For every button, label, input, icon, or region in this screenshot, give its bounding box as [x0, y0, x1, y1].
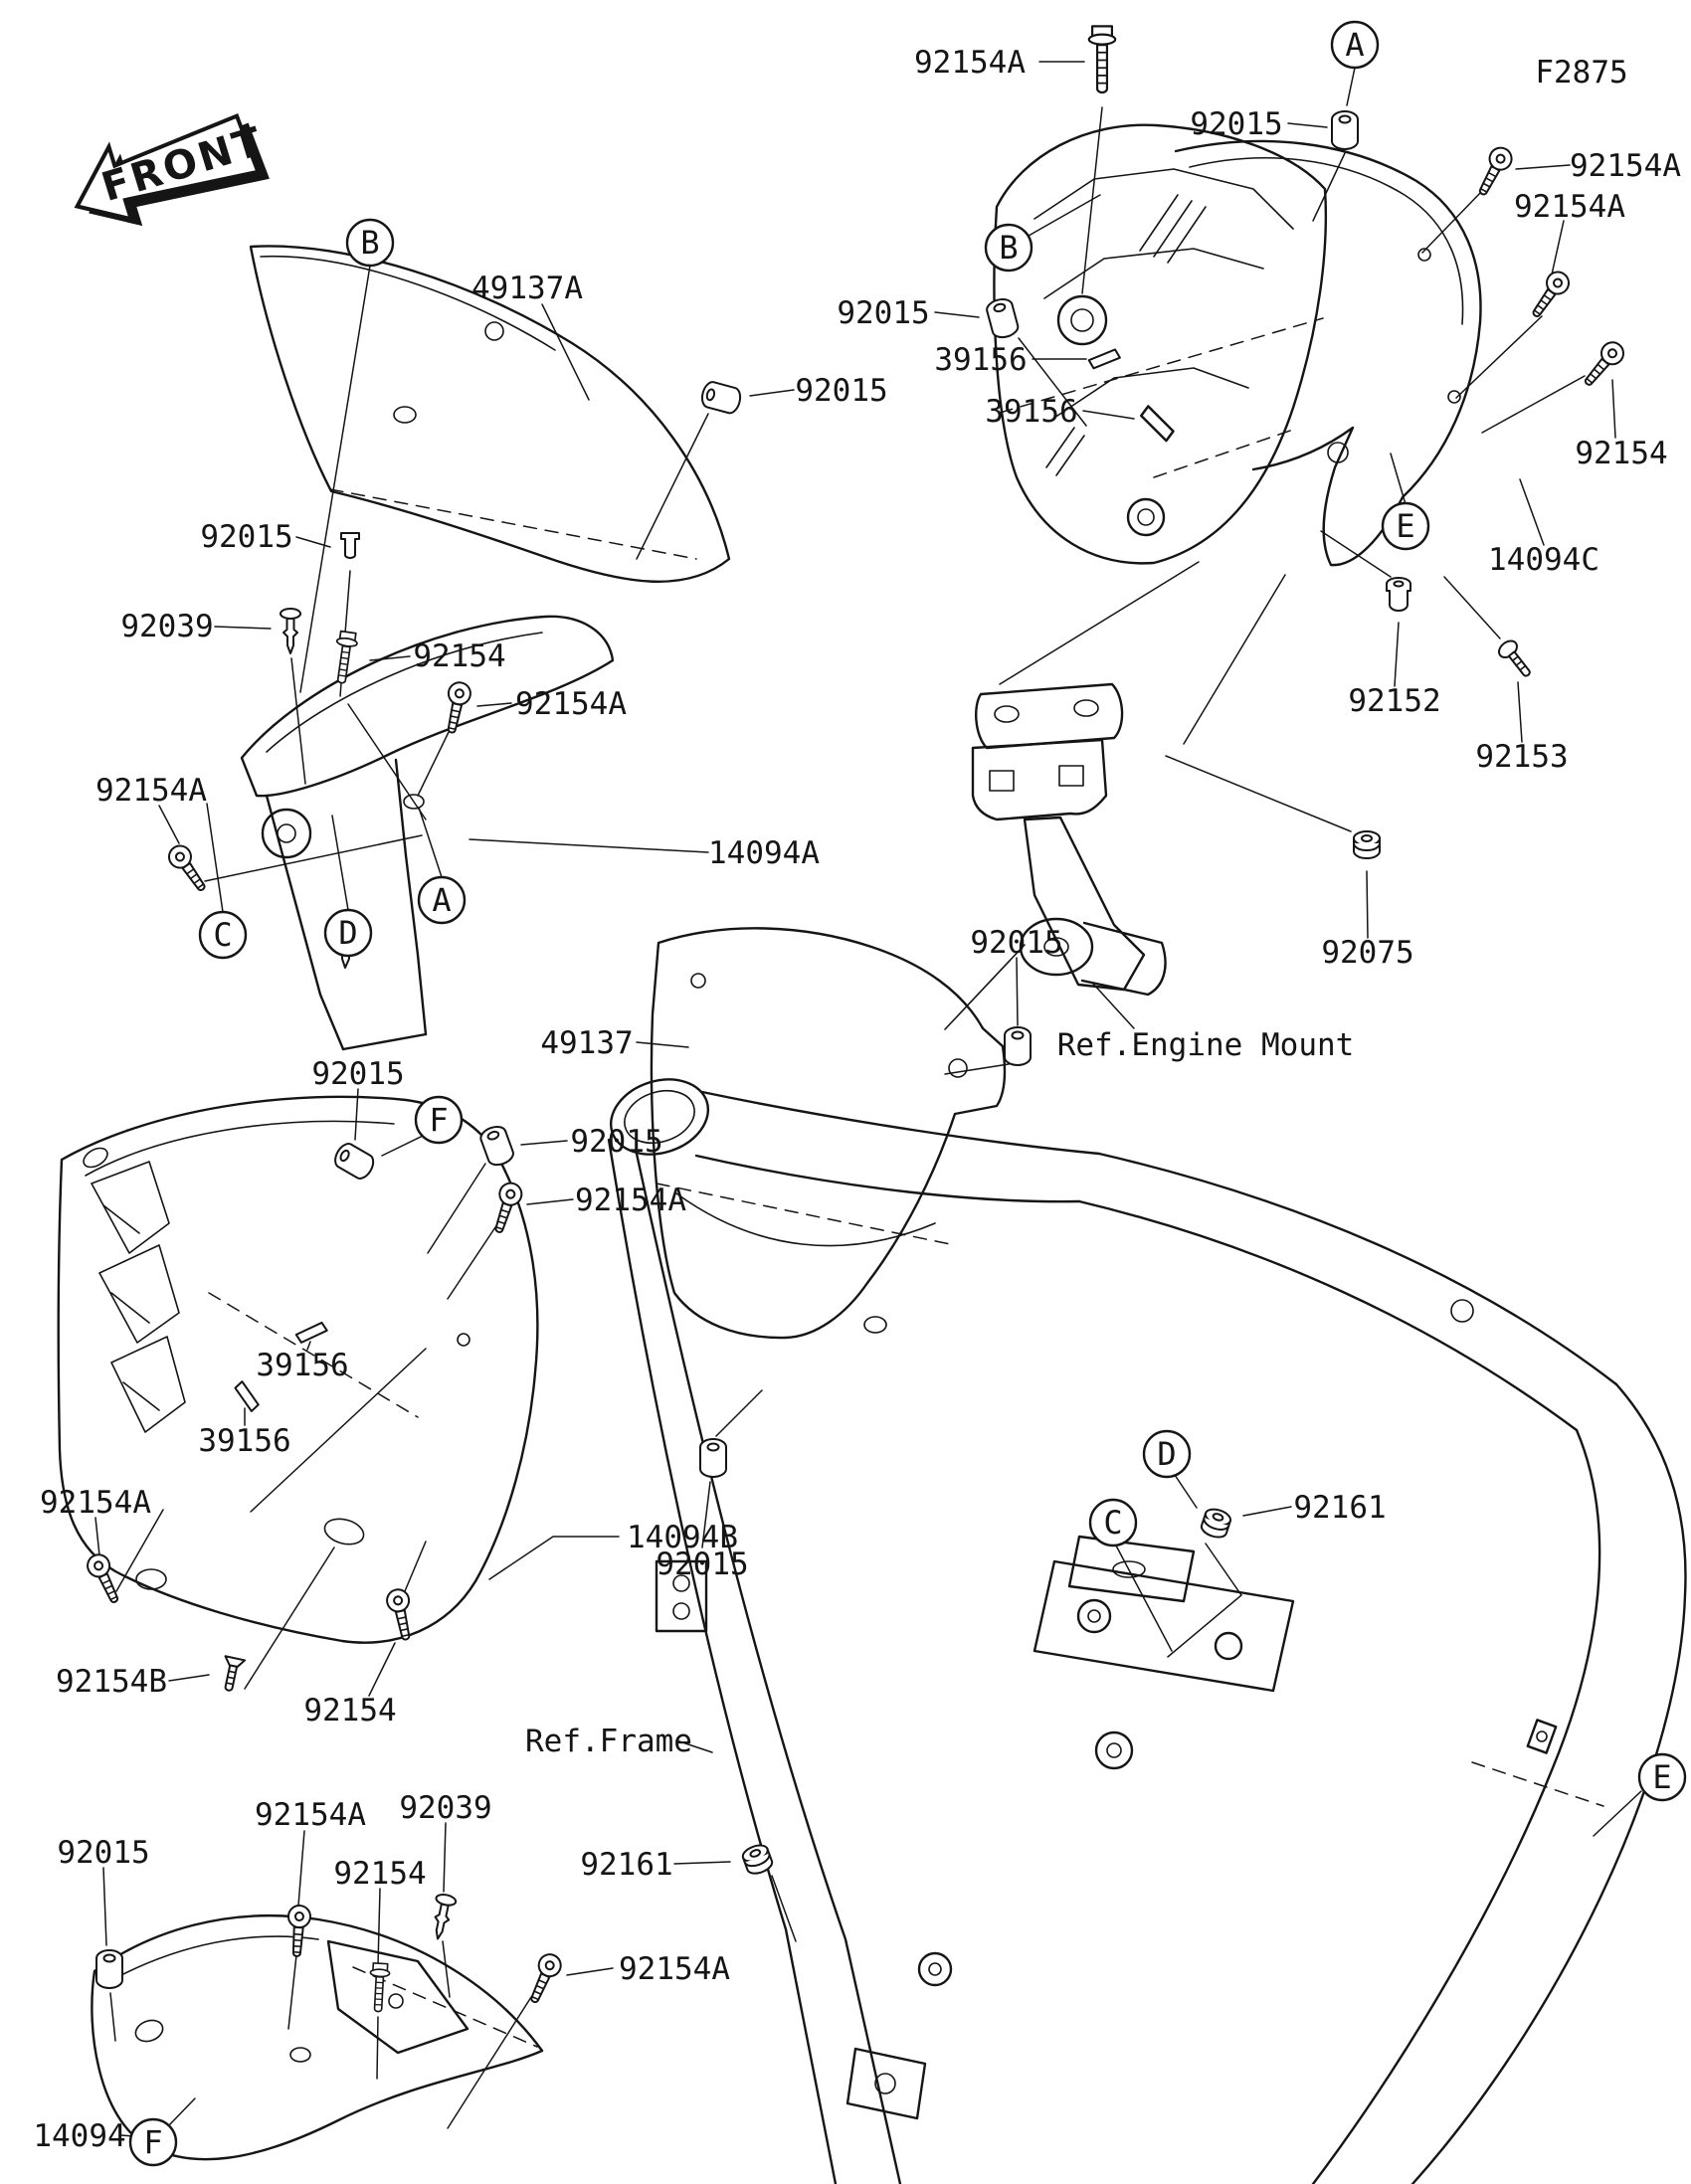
reference-circles: [130, 22, 1685, 2165]
leader-line: [1516, 165, 1570, 169]
leader-line: [1166, 756, 1351, 831]
part-number-callout: 92015: [570, 1124, 663, 1160]
damper-icon: [1354, 831, 1380, 858]
leader-line: [1184, 575, 1285, 744]
leader-line: [448, 1997, 531, 2128]
part-number-callout: 92152: [1348, 683, 1441, 719]
part-number-callout: 14094A: [708, 835, 820, 871]
ref-circle-letter: E: [1652, 1758, 1672, 1796]
leader-line: [637, 1042, 688, 1047]
dashed-line: [1472, 1762, 1603, 1806]
grommet-icon: [1332, 111, 1358, 149]
leader-line: [298, 1831, 304, 1906]
screw-icon: [1526, 268, 1573, 321]
part-number-callout: 39156: [934, 342, 1028, 378]
leader-line: [167, 2098, 195, 2127]
part-number-callout: 92015: [656, 1547, 749, 1582]
rivet-icon: [428, 1893, 457, 1940]
ref-circle-C: [200, 912, 246, 958]
part-number-callout: 92161: [1293, 1490, 1387, 1526]
bolt-icon: [1089, 26, 1115, 92]
ref-circle-F: [416, 1097, 462, 1143]
part-number-callout: 92075: [1321, 935, 1414, 971]
part-number-callout: 92039: [120, 609, 214, 644]
part-number-callout: 92039: [399, 1790, 492, 1826]
ref-circle-letter: C: [213, 916, 233, 954]
ref-circle-letter: A: [432, 881, 452, 919]
screw-icon: [441, 680, 472, 734]
part-number-callout: 92015: [57, 1835, 150, 1871]
leader-line: [1612, 380, 1615, 438]
part-number-callout: 92015: [311, 1056, 405, 1092]
leader-line: [567, 1968, 613, 1975]
leader-line: [1482, 376, 1585, 433]
part-number-callout: 92154A: [515, 686, 627, 722]
ref-circle-B: [986, 225, 1032, 271]
ref-circle-letter: D: [1157, 1435, 1177, 1473]
leader-line: [377, 2017, 378, 2079]
ref-circle-D: [1144, 1431, 1190, 1477]
leader-line: [245, 1547, 334, 1689]
leader-line: [1391, 454, 1406, 504]
cowl-outer-14094C: [1176, 141, 1480, 565]
part-number-callout: 49137: [540, 1025, 634, 1061]
leader-line: [348, 704, 426, 819]
leader-line: [405, 1542, 426, 1591]
ref-circle-B: [347, 220, 393, 266]
damper-icon: [1200, 1507, 1232, 1541]
cowl-inner-panel: [994, 125, 1325, 564]
leader-line: [443, 1941, 450, 1997]
line-art: [59, 103, 1686, 2184]
leader-line: [1422, 191, 1482, 253]
ref-circle-A: [419, 877, 465, 923]
clip-icon: [234, 1379, 260, 1413]
leader-line: [1594, 1791, 1641, 1836]
leader-line: [288, 1955, 296, 2029]
part-number-callout: 92015: [837, 295, 930, 331]
leader-line: [489, 1537, 619, 1579]
part-number-callout: 92154A: [95, 773, 207, 809]
leader-line: [419, 808, 442, 877]
grommet-icon: [96, 1950, 122, 1988]
ref-circle-letter: F: [429, 1101, 449, 1139]
leader-line: [1395, 623, 1399, 686]
grommet-icon: [700, 1439, 726, 1477]
leader-line: [169, 1675, 209, 1681]
leader-line: [1444, 577, 1500, 638]
leader-line: [935, 312, 979, 317]
leader-line: [300, 266, 370, 692]
leader-line: [1017, 958, 1018, 1025]
ref-circle-D: [325, 910, 371, 956]
part-number-callout: 92154B: [56, 1664, 167, 1700]
leader-line: [1321, 531, 1391, 577]
clip-icon: [1139, 403, 1176, 445]
part-number-callout: 14094B: [627, 1520, 738, 1555]
part-number-callout: 92154A: [1570, 148, 1681, 184]
ref-circle-letter: D: [338, 914, 358, 952]
leader-line: [772, 1876, 796, 1941]
part-number-callout: 92154A: [40, 1485, 151, 1521]
part-number-callout: 92015: [1190, 106, 1283, 142]
screw-icon: [84, 1551, 124, 1607]
leader-line: [110, 1993, 115, 2041]
leader-line: [1518, 682, 1522, 742]
screwcs-icon: [219, 1656, 245, 1692]
grommet-icon: [985, 296, 1020, 339]
front-arrow-label: FRONT: [95, 117, 270, 212]
leader-line: [1520, 479, 1544, 545]
leader-line: [95, 1518, 99, 1555]
leader-line: [470, 839, 708, 852]
leader-line: [716, 1390, 762, 1436]
part-number-callout: 92161: [580, 1847, 673, 1883]
part-number-callout: 39156: [198, 1423, 291, 1459]
ref-circle-letter: B: [360, 224, 380, 262]
leader-line: [332, 816, 348, 910]
rivet-icon: [281, 609, 300, 653]
ref-circle-letter: E: [1396, 507, 1415, 545]
screw-icon: [165, 841, 212, 895]
leader-line: [1552, 221, 1564, 274]
leader-line: [1347, 68, 1355, 105]
leader-line: [542, 304, 589, 400]
part-number-callout: 92154: [333, 1856, 427, 1892]
leader-line: [428, 1164, 485, 1253]
wellnut-icon: [1387, 578, 1410, 611]
bolt-icon: [331, 631, 358, 684]
part-number-callout: 92154: [1575, 436, 1668, 471]
part-number-callout: 92154A: [255, 1797, 366, 1833]
grommet-icon: [478, 1124, 515, 1169]
clip-icon: [294, 1322, 328, 1344]
clip-icon: [1088, 349, 1121, 369]
ref-circle-E: [1639, 1754, 1685, 1800]
part-number-callout: 14094C: [1488, 542, 1599, 578]
ref-circle-F: [130, 2119, 176, 2165]
part-number-callout: 14094: [33, 2118, 126, 2154]
screw-icon: [1579, 338, 1628, 391]
part-number-callout: 49137A: [471, 271, 583, 306]
leader-line: [477, 703, 511, 706]
part-number-callout: 39156: [256, 1348, 349, 1383]
part-number-callout: 92154A: [575, 1183, 686, 1218]
figure-code: F2875: [1535, 55, 1628, 91]
leader-line: [1000, 562, 1199, 684]
plug-icon: [341, 533, 359, 558]
leader-line: [1367, 871, 1368, 938]
leader-line: [1288, 123, 1327, 127]
ref-circle-letter: C: [1103, 1504, 1123, 1542]
ref-circle-letter: A: [1345, 26, 1365, 64]
ref-engine-mount-label: Ref.Engine Mount: [1056, 1027, 1355, 1063]
screwpan-icon: [1496, 637, 1536, 681]
part-number-callout: 92154A: [619, 1951, 730, 1987]
screw-icon: [285, 1905, 311, 1956]
part-number-callout: 92015: [795, 373, 888, 409]
grommet-icon: [1005, 1027, 1031, 1065]
leader-line: [207, 804, 223, 912]
leader-line: [750, 390, 794, 396]
ref-circle-C: [1090, 1500, 1136, 1546]
leader-line: [1456, 316, 1542, 398]
screw-icon: [1472, 144, 1515, 199]
part-number-callout: 92154: [413, 638, 506, 674]
leader-line: [205, 835, 422, 881]
ref-circle-letter: B: [999, 229, 1019, 267]
front-arrow-badge: [64, 103, 277, 243]
part-number-callout: 92153: [1475, 739, 1569, 775]
grommet-icon: [699, 380, 742, 415]
leader-line: [448, 1227, 495, 1299]
leader-line: [159, 806, 179, 843]
dashed-line: [1154, 430, 1293, 477]
ref-circle-letter: F: [143, 2123, 163, 2161]
leader-line: [1175, 1475, 1197, 1508]
leader-line: [1083, 411, 1134, 419]
leader-line: [444, 1823, 446, 1892]
ref-frame-label: Ref.Frame: [525, 1724, 692, 1759]
part-number-callout: 92154: [303, 1693, 397, 1729]
leader-line: [1243, 1507, 1291, 1516]
fairing-49137: [652, 928, 1025, 1338]
bolt-icon: [368, 1963, 390, 2012]
part-number-callout: 92015: [200, 519, 293, 555]
part-number-callout: 92154A: [1514, 189, 1625, 225]
screw-icon: [523, 1951, 564, 2007]
leader-line: [521, 1141, 567, 1145]
ref-circle-A: [1332, 22, 1378, 68]
leader-line: [369, 1643, 395, 1696]
part-number-callout: 92015: [970, 925, 1063, 961]
leader-line: [370, 656, 410, 660]
leader-line: [945, 1064, 1009, 1074]
part-number-callout: 39156: [985, 394, 1078, 430]
leader-line: [674, 1862, 730, 1864]
leader-line: [527, 1199, 573, 1204]
part-number-callout: 92154A: [914, 45, 1026, 81]
grommet-icon: [331, 1141, 377, 1183]
ref-circle-E: [1383, 503, 1428, 549]
leader-line: [103, 1868, 106, 1945]
leader-line: [382, 1136, 423, 1156]
leader-line: [215, 627, 271, 629]
leader-line: [116, 1510, 163, 1591]
frame-ref: [601, 1067, 1685, 2184]
